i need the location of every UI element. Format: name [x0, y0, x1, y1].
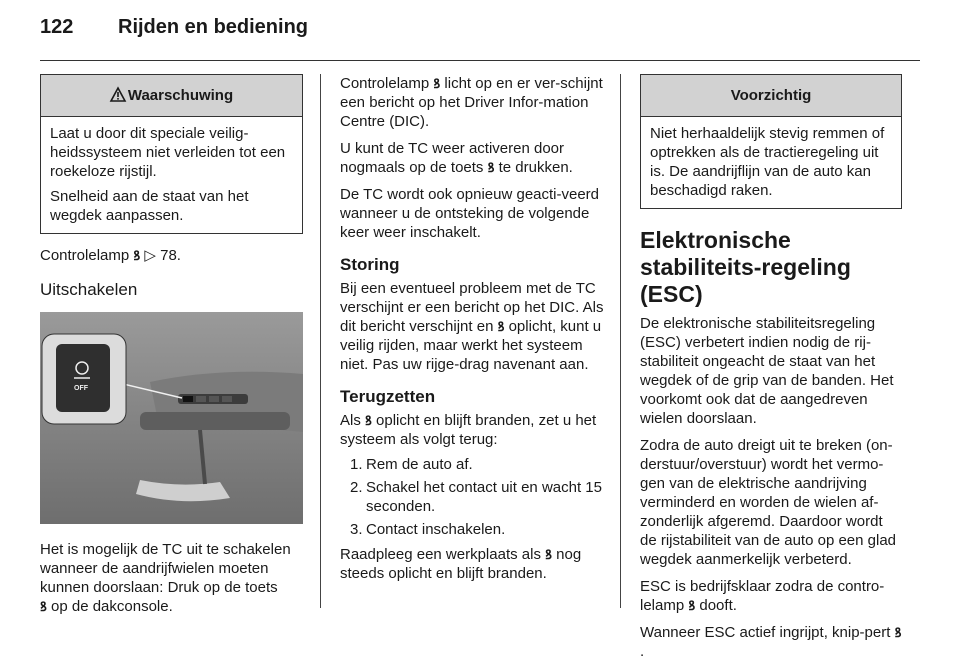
warning-box [40, 74, 303, 234]
warning-heading: Waarschuwing [41, 75, 302, 117]
column-1 [40, 74, 303, 624]
step-list [340, 455, 605, 539]
body-paragraph: De elektronische stabiliteitsregeling (ESC) verbetert indien nodig de rij-stabiliteit ongeacht de staat van het wegdek of de grip van de banden. Het voorkomt ook dat de aangedreven wielen doorslaan. [640, 315, 894, 427]
body-paragraph: Bij een eventueel probleem met de TC verschijnt er een bericht op het DIC. Als dit bericht verschijnt en ꝸ oplicht, kunt u veilig rijden, maar werkt het systeem niet. Pas uw rijge-drag navenant aan. [340, 280, 604, 373]
section-heading: Terugzetten [340, 387, 436, 406]
page-ref-icon: ▷ [144, 247, 156, 264]
column-divider [320, 74, 321, 608]
list-item: 1. Rem de auto af. [350, 456, 473, 473]
body-paragraph: Raadpleeg een werkplaats als ꝸ nog steeds oplicht en blijft branden. [340, 546, 582, 582]
body-paragraph: ESC is bedrijfsklaar zodra de contro-lelamp ꝸ dooft. [640, 578, 885, 614]
reference-line: Controlelamp ꝸ ▷ 78. [40, 247, 181, 264]
tc-off-icon: ꝸ [497, 319, 505, 334]
off-button-label: OFF [74, 385, 88, 392]
body-paragraph: Wanneer ESC actief ingrijpt, knip-pert ꝸ. [640, 624, 902, 660]
tc-off-icon: ꝸ [133, 248, 141, 263]
esc-lamp-icon: ꝸ [688, 598, 696, 613]
section-heading: Uitschakelen [40, 280, 138, 299]
warning-text: Snelheid aan de staat van het wegdek aanpassen. [50, 188, 249, 224]
tc-off-icon: ꝸ [365, 413, 372, 428]
body-paragraph: U kunt de TC weer activeren door nogmaals op de toets ꝸ te drukken. [340, 140, 573, 176]
column-2 [340, 74, 605, 591]
tc-off-icon: ꝸ [487, 160, 495, 175]
tc-lamp-icon: ꝸ [433, 76, 441, 91]
tc-off-icon: ꝸ [545, 547, 552, 562]
caution-box [640, 74, 902, 209]
esc-lamp-icon: ꝸ [894, 625, 902, 640]
tc-off-icon: ꝸ [40, 599, 47, 614]
roof-console-photo [40, 312, 303, 524]
caution-heading: Voorzichtig [641, 75, 901, 117]
body-paragraph: Controlelamp ꝸ licht op en er ver-schijnt een bericht op het Driver Infor-mation Centre (DIC). [340, 75, 603, 130]
list-item: 3. Contact inschakelen. [350, 521, 506, 538]
page-number: 122 [40, 16, 74, 38]
column-3 [620, 74, 902, 669]
warning-text: Laat u door dit speciale veilig-heidssysteem niet verleiden tot een roekeloze rijstijl. [50, 125, 286, 180]
page-title: Rijden en bediening [118, 16, 309, 38]
body-paragraph: Als ꝸ oplicht en blijft branden, zet u het systeem als volgt terug: [340, 412, 597, 448]
warning-triangle-icon [110, 77, 126, 119]
section-title: Elektronische stabiliteits-regeling (ESC) [640, 227, 851, 307]
header-rule [40, 60, 920, 61]
body-paragraph: Zodra de auto dreigt uit te breken (on-derstuur/overstuur) wordt het vermo-gen van de elektrische aandrijving verminderd en worden de wielen af-zonderlijk afgeremd. Daardoor wordt de rijstabiliteit van de auto op een glad wegdek aanmerkelijk verbeterd. [640, 437, 897, 568]
body-paragraph: Het is mogelijk de TC uit te schakelen wanneer de aandrijfwielen moeten kunnen doorslaan: Druk op de toets ꝸ op de dakconsole. [40, 541, 291, 615]
body-paragraph: De TC wordt ook opnieuw geacti-veerd wanneer u de ontsteking de volgende keer weer inschakelt. [340, 186, 600, 241]
page-header [40, 16, 308, 52]
list-item: 2. Schakel het contact uit en wacht 15 seconden. [350, 479, 602, 515]
caution-text: Niet herhaaldelijk stevig remmen of optrekken als de tractieregeling uit is. De aandrijflijn van de auto kan beschadigd raken. [650, 125, 885, 199]
section-heading: Storing [340, 255, 400, 274]
